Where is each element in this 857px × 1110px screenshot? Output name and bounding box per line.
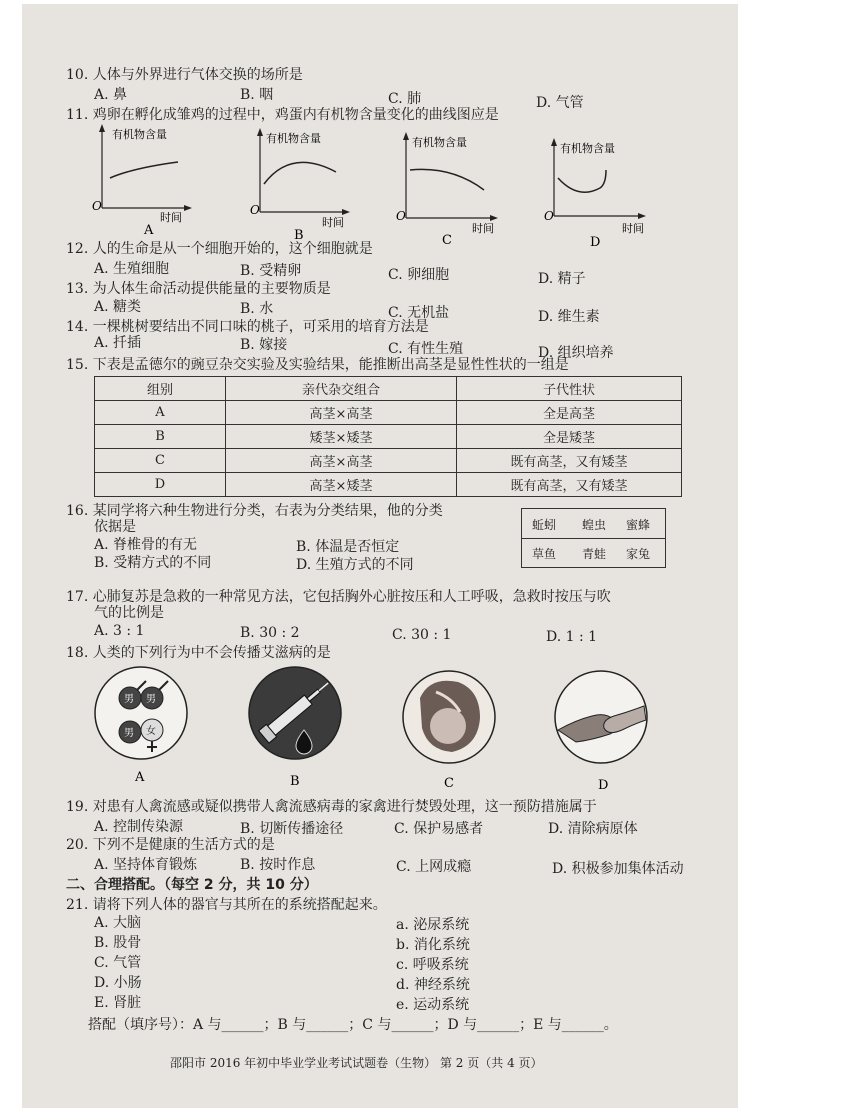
q16-option-c: B. 受精方式的不同 (94, 555, 212, 571)
image-a-sex-symbols (92, 664, 192, 784)
graph-d (540, 136, 652, 248)
graph-a-letter: A (144, 223, 154, 234)
image-b-letter: B (290, 774, 300, 788)
q13-option-c: C. 无机盐 (388, 305, 450, 321)
system-e: e. 运动系统 (396, 997, 470, 1013)
image-c-letter: C (444, 776, 454, 790)
q19-option-a: A. 控制传染源 (94, 819, 184, 835)
graph-c-origin: O (396, 209, 406, 223)
graph-b-origin: O (250, 203, 260, 217)
system-c: c. 呼吸系统 (396, 957, 469, 973)
question-16-stem-line2: 依据是 (94, 519, 136, 535)
graph-d-ylabel: 有机物含量 (560, 142, 615, 155)
cell-offspring: 既有高茎，又有矮茎 (457, 449, 682, 473)
organ-e: E. 肾脏 (94, 995, 142, 1011)
cell-group: A (95, 401, 226, 425)
organ-a: A. 大脑 (94, 915, 142, 931)
question-14-stem: 14. 一棵桃树要结出不同口味的桃子，可采用的培育方法是 (66, 319, 429, 335)
page-footer: 邵阳市 2016 年初中毕业学业考试试题卷（生物） 第 2 页（共 4 页） (170, 1056, 543, 1070)
section-2-heading: 二、合理搭配。（每空 2 分，共 10 分） (66, 877, 318, 893)
classification-table (521, 508, 666, 568)
graph-a-xlabel: 时间 (160, 211, 182, 224)
question-17-stem-line1: 17. 心肺复苏是急救的一种常见方法，它包括胸外心脏按压和人工呼吸，急救时按压与吹 (66, 589, 611, 605)
q17-option-c: C. 30 : 1 (392, 627, 452, 643)
image-d-letter: D (598, 778, 609, 792)
q17-option-a: A. 3 : 1 (94, 623, 145, 639)
organ-d: D. 小肠 (94, 975, 142, 991)
graph-b (246, 126, 356, 240)
organ-b: B. 股骨 (94, 935, 142, 951)
graph-c-ylabel: 有机物含量 (412, 136, 467, 149)
graph-b-letter: B (294, 228, 304, 240)
q20-option-b: B. 按时作息 (240, 857, 316, 873)
q14-option-b: B. 嫁接 (240, 337, 288, 353)
question-21-stem: 21. 请将下列人体的器官与其所在的系统搭配起来。 (66, 897, 387, 913)
question-12-stem: 12. 人的生命是从一个细胞开始的，这个细胞就是 (66, 241, 373, 257)
image-d-handshake (552, 668, 652, 792)
q14-option-c: C. 有性生殖 (388, 341, 464, 357)
male-symbol-2: 男 (146, 694, 156, 705)
cell-group: C (95, 449, 226, 473)
system-d: d. 神经系统 (396, 977, 470, 993)
question-11-stem: 11. 鸡卵在孵化成雏鸡的过程中，鸡蛋内有机物含量变化的曲线图应是 (66, 107, 499, 123)
q16-option-a: A. 脊椎骨的有无 (94, 537, 198, 553)
header-group: 组别 (95, 377, 226, 401)
image-b-syringe-blood (246, 664, 346, 788)
question-19-stem: 19. 对患有人禽流感或疑似携带人禽流感病毒的家禽进行焚毁处理，这一预防措施属于 (66, 799, 597, 815)
header-offspring: 子代性状 (457, 377, 682, 401)
cell-group: D (95, 473, 226, 497)
q10-option-d: D. 气管 (536, 95, 584, 111)
q14-option-d: D. 组织培养 (538, 345, 614, 361)
cell-cross: 高茎×高茎 (226, 401, 457, 425)
table-row (95, 473, 682, 497)
cross-experiment-table (94, 376, 682, 497)
graph-b-ylabel: 有机物含量 (266, 132, 321, 145)
question-18-stem: 18. 人类的下列行为中不会传播艾滋病的是 (66, 645, 331, 661)
q13-option-d: D. 维生素 (538, 309, 600, 325)
q17-option-d: D. 1 : 1 (546, 629, 598, 645)
organism-rabbit: 家兔 (626, 547, 651, 561)
cell-offspring: 既有高茎，又有矮茎 (457, 473, 682, 497)
q12-option-c: C. 卵细胞 (388, 267, 450, 283)
organism-earthworm: 蚯蚓 (532, 518, 557, 532)
table-header-row (95, 377, 682, 401)
cell-cross: 高茎×矮茎 (226, 473, 457, 497)
cell-cross: 矮茎×矮茎 (226, 425, 457, 449)
cell-offspring: 全是矮茎 (457, 425, 682, 449)
q10-option-c: C. 肺 (388, 91, 422, 107)
q20-option-a: A. 坚持体育锻炼 (94, 857, 198, 873)
image-c-fetus (400, 668, 500, 790)
system-b: b. 消化系统 (396, 937, 470, 953)
q12-option-d: D. 精子 (538, 271, 586, 287)
header-parent-cross: 亲代杂交组合 (226, 377, 457, 401)
graph-c (392, 130, 504, 246)
table-row (95, 401, 682, 425)
graph-b-xlabel: 时间 (322, 216, 344, 229)
image-a-letter: A (135, 770, 145, 784)
q13-option-a: A. 糖类 (94, 299, 142, 315)
graph-a (88, 122, 198, 234)
question-16-stem-line1: 16. 某同学将六种生物进行分类，右表为分类结果，他的分类 (66, 503, 443, 519)
graph-a-origin: O (92, 199, 102, 213)
organism-frog: 青蛙 (582, 547, 607, 561)
table-row (95, 449, 682, 473)
table-row (95, 425, 682, 449)
organism-grass-carp: 草鱼 (532, 547, 557, 561)
q17-option-b: B. 30 : 2 (240, 625, 300, 641)
question-10-stem: 10. 人体与外界进行气体交换的场所是 (66, 67, 303, 83)
q10-option-a: A. 鼻 (94, 87, 128, 103)
q12-option-a: A. 生殖细胞 (94, 261, 170, 277)
q19-option-b: B. 切断传播途径 (240, 821, 344, 837)
graph-a-ylabel: 有机物含量 (112, 128, 167, 141)
q16-option-b: B. 体温是否恒定 (296, 539, 400, 555)
q13-option-b: B. 水 (240, 301, 274, 317)
q16-option-d: D. 生殖方式的不同 (296, 557, 414, 573)
organism-bee: 蜜蜂 (626, 518, 651, 532)
graph-d-xlabel: 时间 (622, 222, 644, 235)
question-13-stem: 13. 为人体生命活动提供能量的主要物质是 (66, 281, 331, 297)
q19-option-c: C. 保护易感者 (394, 821, 484, 837)
q20-option-c: C. 上网成瘾 (396, 859, 472, 875)
answer-matching-line: 搭配（填序号）：A 与______；B 与______；C 与______；D 与______；E 与______。 (88, 1017, 618, 1033)
graph-d-letter: D (590, 235, 601, 248)
organism-locust: 蝗虫 (582, 518, 607, 532)
question-15-stem: 15. 下表是孟德尔的豌豆杂交实验及实验结果，能推断出高茎是显性性状的一组是 (66, 357, 569, 373)
cell-group: B (95, 425, 226, 449)
cell-offspring: 全是高茎 (457, 401, 682, 425)
q19-option-d: D. 清除病原体 (548, 821, 638, 837)
q12-option-b: B. 受精卵 (240, 263, 302, 279)
q10-option-b: B. 咽 (240, 87, 274, 103)
organ-c: C. 气管 (94, 955, 142, 971)
graph-c-xlabel: 时间 (472, 222, 494, 235)
question-20-stem: 20. 下列不是健康的生活方式的是 (66, 837, 275, 853)
male-symbol-1: 男 (124, 694, 134, 705)
female-symbol: 女 (146, 726, 156, 737)
graph-d-origin: O (544, 209, 554, 223)
system-a: a. 泌尿系统 (396, 917, 470, 933)
q14-option-a: A. 扦插 (94, 335, 142, 351)
male-symbol-3: 男 (124, 728, 134, 739)
q20-option-d: D. 积极参加集体活动 (552, 861, 684, 877)
graph-c-letter: C (442, 233, 452, 246)
question-17-stem-line2: 气的比例是 (94, 605, 164, 621)
cell-cross: 高茎×高茎 (226, 449, 457, 473)
